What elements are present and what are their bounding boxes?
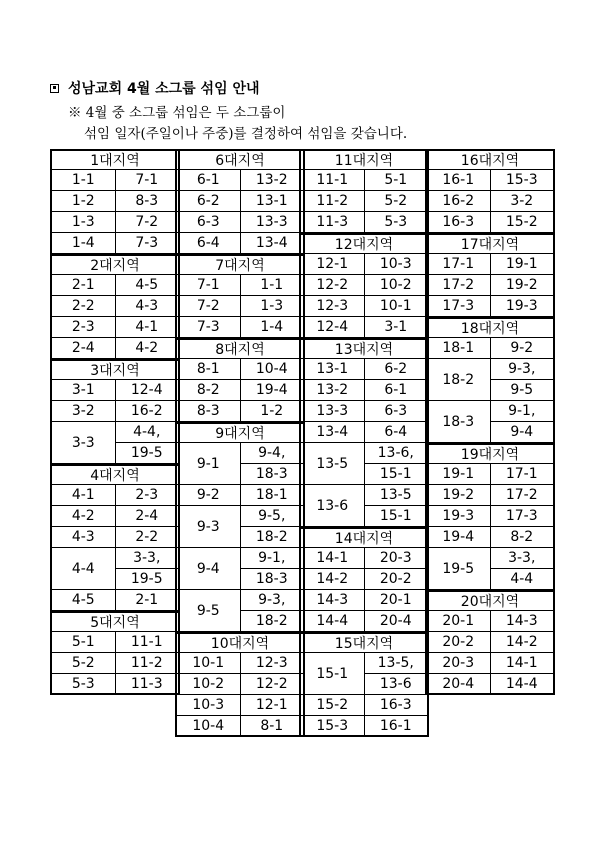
partner-code: 13-6, — [365, 443, 428, 464]
partner-code: 1-3 — [260, 298, 284, 314]
region-header: 9대지역 — [177, 422, 303, 443]
table-row — [301, 170, 427, 191]
partner-code: 2-3 — [135, 487, 159, 503]
partner-code: 19-3 — [505, 298, 538, 314]
partner-code: 9-5 — [510, 382, 534, 398]
title-text: 성남교회 4월 소그룹 섞임 안내 — [68, 81, 260, 97]
group-code: 20-1 — [427, 611, 491, 631]
table-row — [427, 527, 553, 548]
partner-code: 6-3 — [384, 403, 408, 419]
note-line-1: ※ 4월 중 소그룹 섞임은 두 소그룹이 — [68, 105, 286, 121]
table-row — [52, 590, 178, 611]
group-code: 4-4 — [52, 548, 116, 589]
group-code: 7-3 — [177, 317, 241, 337]
region-header: 13대지역 — [301, 338, 427, 359]
partner-code: 13-5, — [365, 653, 428, 674]
group-code: 10-2 — [177, 674, 241, 694]
group-code: 18-3 — [427, 401, 491, 442]
table-row-merged — [177, 443, 303, 485]
partner-code: 11-1 — [130, 634, 163, 650]
partner-code: 7-1 — [135, 172, 159, 188]
partner-code: 11-2 — [130, 655, 163, 671]
partner-code: 15-3 — [505, 172, 538, 188]
partner-code: 17-3 — [505, 508, 538, 524]
table-row — [52, 527, 178, 548]
partner-code: 15-1 — [379, 466, 412, 482]
partner-code: 4-4 — [510, 571, 534, 587]
table-row — [427, 254, 553, 275]
partner-code: 12-3 — [255, 655, 288, 671]
partner-code: 13-4 — [255, 235, 288, 251]
partner-code: 6-1 — [384, 382, 408, 398]
group-code: 13-5 — [301, 443, 365, 484]
table-column-3 — [299, 149, 429, 737]
table-row — [177, 317, 303, 338]
group-code: 6-3 — [177, 212, 241, 232]
partner-code: 3-2 — [510, 193, 534, 209]
partner-code: 18-3 — [255, 466, 288, 482]
group-code: 12-3 — [301, 296, 365, 316]
group-code: 11-1 — [301, 170, 365, 190]
group-code: 5-1 — [52, 632, 116, 652]
region-header: 15대지역 — [301, 632, 427, 653]
group-code: 17-3 — [427, 296, 491, 316]
partner-code: 19-1 — [505, 256, 538, 272]
partner-code: 9-4, — [241, 443, 304, 464]
group-code: 2-3 — [52, 317, 116, 337]
table-row-merged — [177, 548, 303, 590]
partner-codes — [116, 548, 179, 589]
group-code: 15-1 — [301, 653, 365, 694]
group-code: 13-6 — [301, 485, 365, 526]
table-row-merged — [52, 548, 178, 590]
group-code: 12-4 — [301, 317, 365, 337]
partner-code: 8-3 — [135, 193, 159, 209]
group-code: 6-4 — [177, 233, 241, 253]
group-code: 3-3 — [52, 422, 116, 463]
partner-code: 18-2 — [255, 529, 288, 545]
partner-codes — [241, 548, 304, 589]
partner-code: 5-3 — [384, 214, 408, 230]
group-code: 9-4 — [177, 548, 241, 589]
group-code: 8-3 — [177, 401, 241, 421]
table-row — [427, 632, 553, 653]
region-header: 18대지역 — [427, 317, 553, 338]
table-row — [427, 296, 553, 317]
group-code: 20-3 — [427, 653, 491, 673]
partner-codes — [116, 422, 179, 463]
group-code: 13-3 — [301, 401, 365, 421]
group-code: 9-1 — [177, 443, 241, 484]
group-code: 14-3 — [301, 590, 365, 610]
partner-code: 20-4 — [379, 613, 412, 629]
table-row — [427, 674, 553, 695]
group-code: 1-4 — [52, 233, 116, 253]
group-code: 8-2 — [177, 380, 241, 400]
table-row-merged — [427, 548, 553, 590]
table-row — [177, 485, 303, 506]
table-row — [301, 548, 427, 569]
group-code: 20-4 — [427, 674, 491, 693]
table-row — [177, 401, 303, 422]
partner-code: 10-3 — [379, 256, 412, 272]
partner-code: 13-2 — [255, 172, 288, 188]
partner-code: 16-3 — [379, 697, 412, 713]
partner-code: 7-3 — [135, 235, 159, 251]
table-row — [52, 632, 178, 653]
region-header: 7대지역 — [177, 254, 303, 275]
partner-code: 12-1 — [255, 697, 288, 713]
partner-code: 7-2 — [135, 214, 159, 230]
table-row — [177, 380, 303, 401]
partner-code: 13-6 — [379, 676, 412, 692]
partner-codes — [491, 548, 554, 589]
group-code: 12-1 — [301, 254, 365, 274]
partner-code: 19-2 — [505, 277, 538, 293]
partner-code: 2-1 — [135, 592, 159, 608]
partner-code: 9-2 — [510, 340, 534, 356]
partner-codes — [491, 401, 554, 442]
partner-code: 18-3 — [255, 571, 288, 587]
partner-code: 1-4 — [260, 319, 284, 335]
group-code: 6-1 — [177, 170, 241, 190]
table-row — [52, 317, 178, 338]
group-code: 14-1 — [301, 548, 365, 568]
partner-codes — [365, 653, 428, 694]
group-code: 16-2 — [427, 191, 491, 211]
table-row — [52, 653, 178, 674]
group-code: 9-3 — [177, 506, 241, 547]
table-row — [427, 212, 553, 233]
region-header: 17대지역 — [427, 233, 553, 254]
group-code: 5-3 — [52, 674, 116, 693]
partner-code: 19-4 — [255, 382, 288, 398]
partner-code: 4-3 — [135, 298, 159, 314]
table-row — [427, 191, 553, 212]
group-code: 10-4 — [177, 716, 241, 735]
group-code: 4-1 — [52, 485, 116, 505]
partner-code: 16-2 — [130, 403, 163, 419]
table-row — [301, 191, 427, 212]
partner-code: 1-2 — [260, 403, 284, 419]
table-row — [427, 485, 553, 506]
group-code: 13-2 — [301, 380, 365, 400]
group-code: 19-1 — [427, 464, 491, 484]
group-code: 4-2 — [52, 506, 116, 526]
partner-code: 9-5, — [241, 506, 304, 527]
table-row — [52, 170, 178, 191]
group-code: 2-4 — [52, 338, 116, 358]
group-code: 2-1 — [52, 275, 116, 295]
group-code: 2-2 — [52, 296, 116, 316]
table-row — [52, 233, 178, 254]
region-header: 5대지역 — [52, 611, 178, 632]
partner-code: 2-2 — [135, 529, 159, 545]
group-code: 9-2 — [177, 485, 241, 505]
table-row — [301, 212, 427, 233]
partner-code: 14-2 — [505, 634, 538, 650]
partner-code: 5-1 — [384, 172, 408, 188]
region-header: 16대지역 — [427, 149, 553, 170]
region-header: 19대지역 — [427, 443, 553, 464]
table-row — [301, 380, 427, 401]
table-column-2 — [175, 149, 305, 737]
region-header: 3대지역 — [52, 359, 178, 380]
page-title — [50, 78, 260, 98]
partner-code: 6-2 — [384, 361, 408, 377]
group-code: 7-1 — [177, 275, 241, 295]
partner-code: 15-2 — [505, 214, 538, 230]
partner-code: 13-5 — [365, 485, 428, 506]
table-row — [177, 233, 303, 254]
group-code: 4-5 — [52, 590, 116, 610]
partner-codes — [365, 485, 428, 526]
table-row — [177, 695, 303, 716]
partner-code: 1-1 — [260, 277, 284, 293]
partner-code: 16-1 — [379, 717, 412, 734]
partner-code: 20-3 — [379, 550, 412, 566]
partner-code: 18-1 — [255, 487, 288, 503]
table-row — [301, 695, 427, 716]
group-code: 1-1 — [52, 170, 116, 190]
table-row — [427, 653, 553, 674]
group-code: 19-2 — [427, 485, 491, 505]
group-code: 9-5 — [177, 590, 241, 631]
partner-code: 6-4 — [384, 424, 408, 440]
table-row — [52, 674, 178, 695]
partner-code: 18-2 — [255, 613, 288, 629]
partner-code: 15-1 — [379, 508, 412, 524]
partner-codes — [241, 443, 304, 484]
table-row — [301, 590, 427, 611]
group-code: 11-3 — [301, 212, 365, 232]
group-code: 13-4 — [301, 422, 365, 442]
table-row — [427, 275, 553, 296]
group-code: 19-5 — [427, 548, 491, 589]
partner-code: 9-3, — [491, 359, 554, 380]
table-row — [177, 296, 303, 317]
table-row-merged — [301, 443, 427, 485]
table-row-merged — [427, 401, 553, 443]
table-row — [177, 674, 303, 695]
group-code: 5-2 — [52, 653, 116, 673]
partner-code: 2-4 — [135, 508, 159, 524]
table-row — [427, 611, 553, 632]
table-row — [177, 275, 303, 296]
group-code: 11-2 — [301, 191, 365, 211]
partner-code: 4-1 — [135, 319, 159, 335]
region-header: 12대지역 — [301, 233, 427, 254]
table-row-merged — [52, 422, 178, 464]
partner-code: 19-5 — [130, 445, 163, 461]
region-header: 11대지역 — [301, 149, 427, 170]
group-code: 15-2 — [301, 695, 365, 715]
partner-code: 8-1 — [260, 717, 284, 734]
partner-code: 20-1 — [379, 592, 412, 608]
region-header: 10대지역 — [177, 632, 303, 653]
table-row — [301, 317, 427, 338]
partner-code: 10-1 — [379, 298, 412, 314]
table-row — [301, 296, 427, 317]
partner-code: 5-2 — [384, 193, 408, 209]
partner-code: 8-2 — [510, 529, 534, 545]
group-code: 15-3 — [301, 716, 365, 735]
group-code: 4-3 — [52, 527, 116, 547]
table-row — [427, 464, 553, 485]
table-row — [301, 716, 427, 737]
partner-code: 3-1 — [384, 319, 408, 335]
table-row-merged — [301, 485, 427, 527]
table-row — [52, 191, 178, 212]
table-row — [52, 275, 178, 296]
partner-code: 13-3 — [255, 214, 288, 230]
group-code: 8-1 — [177, 359, 241, 379]
table-row — [427, 170, 553, 191]
partner-code: 4-5 — [135, 277, 159, 293]
partner-code: 14-4 — [505, 675, 538, 692]
partner-codes — [365, 443, 428, 484]
table-row — [52, 506, 178, 527]
partner-code: 13-1 — [255, 193, 288, 209]
table-row — [177, 359, 303, 380]
partner-code: 9-1, — [241, 548, 304, 569]
partner-code: 3-3, — [491, 548, 554, 569]
region-header: 1대지역 — [52, 149, 178, 170]
group-code: 12-2 — [301, 275, 365, 295]
partner-codes — [491, 359, 554, 400]
table-row — [52, 380, 178, 401]
group-code: 10-3 — [177, 695, 241, 715]
group-code: 6-2 — [177, 191, 241, 211]
table-row — [427, 506, 553, 527]
partner-code: 3-3, — [116, 548, 179, 569]
table-row — [177, 170, 303, 191]
group-code: 17-2 — [427, 275, 491, 295]
partner-code: 17-2 — [505, 487, 538, 503]
table-row — [177, 716, 303, 737]
group-code: 1-2 — [52, 191, 116, 211]
table-row — [177, 653, 303, 674]
note-line-2: 섞임 일자(주일이나 주중)를 결정하여 섞임을 갖습니다. — [84, 126, 408, 142]
group-code: 14-2 — [301, 569, 365, 589]
table-row-merged — [177, 506, 303, 548]
square-bullet-icon — [50, 84, 59, 93]
table-row — [177, 212, 303, 233]
group-code: 13-1 — [301, 359, 365, 379]
group-code: 3-1 — [52, 380, 116, 400]
group-code: 7-2 — [177, 296, 241, 316]
table-row — [301, 254, 427, 275]
group-code: 18-2 — [427, 359, 491, 400]
table-row — [52, 212, 178, 233]
partner-code: 4-2 — [135, 340, 159, 356]
group-code: 20-2 — [427, 632, 491, 652]
partner-code: 10-4 — [255, 361, 288, 377]
group-code: 16-3 — [427, 212, 491, 232]
region-header: 14대지역 — [301, 527, 427, 548]
table-row — [301, 422, 427, 443]
table-row — [301, 569, 427, 590]
table-row-merged — [177, 590, 303, 632]
partner-code: 9-1, — [491, 401, 554, 422]
region-header: 6대지역 — [177, 149, 303, 170]
table-row — [301, 275, 427, 296]
partner-code: 9-3, — [241, 590, 304, 611]
group-code: 19-4 — [427, 527, 491, 547]
table-row — [52, 296, 178, 317]
group-code: 17-1 — [427, 254, 491, 274]
region-header: 20대지역 — [427, 590, 553, 611]
group-code: 14-4 — [301, 611, 365, 631]
region-header: 2대지역 — [52, 254, 178, 275]
table-row — [427, 338, 553, 359]
partner-code: 4-4, — [116, 422, 179, 443]
table-row — [52, 401, 178, 422]
table-row-merged — [301, 653, 427, 695]
group-code: 1-3 — [52, 212, 116, 232]
table-column-4 — [425, 149, 555, 695]
region-header: 4대지역 — [52, 464, 178, 485]
group-code: 19-3 — [427, 506, 491, 526]
table-row — [177, 191, 303, 212]
partner-codes — [241, 506, 304, 547]
table-row-merged — [427, 359, 553, 401]
partner-code: 10-2 — [379, 277, 412, 293]
partner-codes — [241, 590, 304, 631]
group-code: 3-2 — [52, 401, 116, 421]
partner-code: 12-2 — [255, 676, 288, 692]
table-row — [301, 401, 427, 422]
partner-code: 9-4 — [510, 424, 534, 440]
partner-code: 12-4 — [130, 382, 163, 398]
group-code: 16-1 — [427, 170, 491, 190]
partner-code: 11-3 — [130, 675, 163, 692]
group-code: 10-1 — [177, 653, 241, 673]
partner-code: 17-1 — [505, 466, 538, 482]
table-row — [301, 611, 427, 632]
table-row — [301, 359, 427, 380]
table-row — [52, 485, 178, 506]
partner-code: 14-1 — [505, 655, 538, 671]
table-row — [52, 338, 178, 359]
partner-code: 20-2 — [379, 571, 412, 587]
group-code: 18-1 — [427, 338, 491, 358]
partner-code: 14-3 — [505, 613, 538, 629]
table-column-1 — [50, 149, 180, 695]
partner-code: 19-5 — [130, 571, 163, 587]
region-header: 8대지역 — [177, 338, 303, 359]
